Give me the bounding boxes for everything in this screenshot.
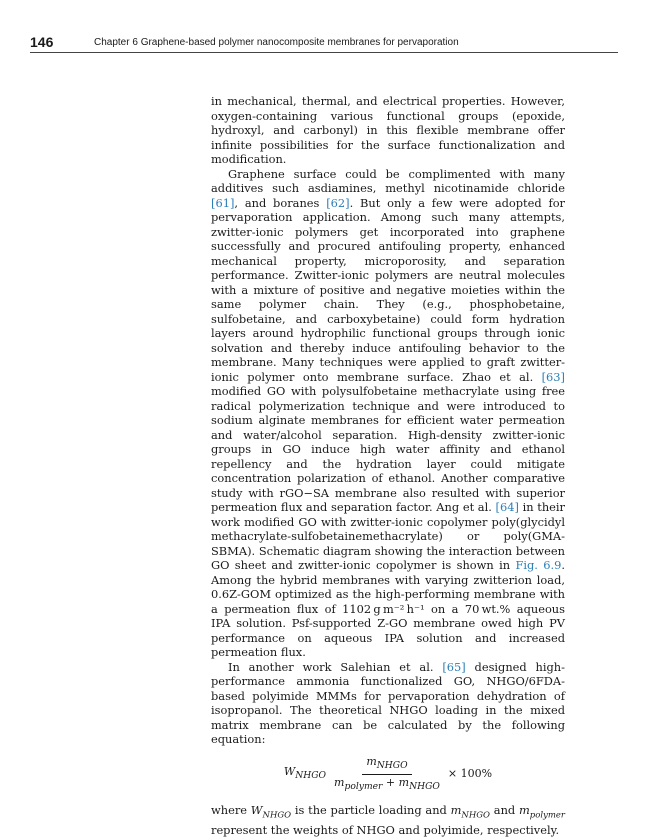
paragraph: [211, 167, 565, 660]
page-number: 146: [30, 34, 54, 50]
running-title: Chapter 6 Graphene-based polymer nanocomposite membranes for pervaporation: [94, 37, 459, 48]
text-run: where: [211, 802, 251, 817]
text-run: is the particle loading and: [291, 802, 451, 817]
citation-link[interactable]: [65]: [442, 659, 466, 674]
body-text: [211, 94, 565, 837]
citation-link[interactable]: [62]: [326, 195, 350, 210]
header-rule: [30, 52, 618, 53]
math-subscript: polymer: [529, 810, 565, 821]
math-symbol: m: [450, 802, 462, 817]
citation-link[interactable]: [61]: [211, 195, 235, 210]
math-symbol: m: [518, 802, 530, 817]
text-run: . Among the hybrid membranes with varying zwitterion load, 0.6Z-GOM optimized as the high-performing membrane with a permeation flux of 1102 g m⁻² h⁻¹ on a 70 wt.% aqueous IPA solution. Psf-supported Z-GO membrane owed high PV performance on aqueous IPA solution and increased permeation flux.: [211, 558, 565, 659]
equation-denominator: $m_{polymer} + m_{NHGO}$: [334, 776, 440, 793]
text-run: Graphene surface could be complimented with many additives such asdiamines, methyl nicotinamide chloride: [211, 166, 565, 195]
text-run: In another work Salehian et al.: [228, 659, 443, 674]
text-run: , and boranes: [234, 195, 327, 210]
equation-fraction: [330, 755, 444, 795]
text-run: modified GO with polysulfobetaine methacrylate using free radical polymerization technique and were introduced to sodium alginate membranes for efficient water permeation and water/alcohol separation. High-density zwitter-ionic groups in GO induce high water affinity and ethanol repellency and the hydration layer could mitigate concentration polarization of ethanol. Another comparative study with rGO−SA membrane also resulted with superior permeation flux and separation factor. Ang et al.: [211, 384, 565, 514]
post-equation-paragraph: [211, 803, 565, 837]
citation-link[interactable]: [63]: [541, 369, 565, 384]
text-run: in mechanical, thermal, and electrical properties. However, oxygen-containing various functional groups (epoxide, hydroxyl, and carbonyl) in this flexible membrane offer infinite possibilities for the surface functionalization and modification.: [211, 94, 565, 166]
text-run: represent the weights of NHGO and polyimide, respectively.: [211, 822, 560, 837]
equation-times: × 100%: [447, 767, 493, 781]
paragraph: [211, 94, 565, 167]
running-header: [30, 34, 618, 52]
citation-link[interactable]: [64]: [495, 500, 519, 514]
equation-lhs: $W_{NHGO}$: [283, 765, 327, 782]
math-subscript: NHGO: [262, 810, 292, 821]
paragraphs: [211, 94, 565, 747]
equation-numerator: $m_{NHGO}$: [362, 755, 411, 776]
citation-link[interactable]: Fig. 6.9: [515, 558, 562, 572]
equation: [211, 755, 565, 795]
text-run: and: [490, 802, 519, 817]
paragraph: [211, 660, 565, 747]
text-run: . But only a few were adopted for pervaporation application. Among such many attempts, zwitter-ionic polymers get incorporated into graphene successfully and procured antifouling property, enhanced mechanical property, microporosity, and separation performance. Zwitter-ionic polymers are neutral molecules with a mixture of positive and negative moieties within the same polymer chain. They (e.g., phosphobetaine, sulfobetaine, and carboxybetaine) could form hydration layers around hydrophilic functional groups through ionic solvation and thereby induce antifouling behavior to the membrane. Many techniques were applied to graft zwitter-ionic polymer onto membrane surface. Zhao et al.: [211, 195, 565, 384]
math-symbol: W: [250, 802, 263, 817]
text-run: in their work modified GO with zwitter-ionic copolymer poly(glycidyl methacrylate-sulfobetainemethacrylate) or poly(GMA-SBMA). Schematic diagram showing the interaction between GO sheet and zwitter-ionic copolymer is shown in: [211, 500, 565, 572]
math-subscript: NHGO: [461, 810, 491, 821]
text-run: designed high-performance ammonia functionalized GO, NHGO/6FDA-based polyimide MMMs for pervaporation dehydration of isopropanol. The theoretical NHGO loading in the mixed matrix membrane can be calculated by the following equation:: [211, 659, 565, 746]
